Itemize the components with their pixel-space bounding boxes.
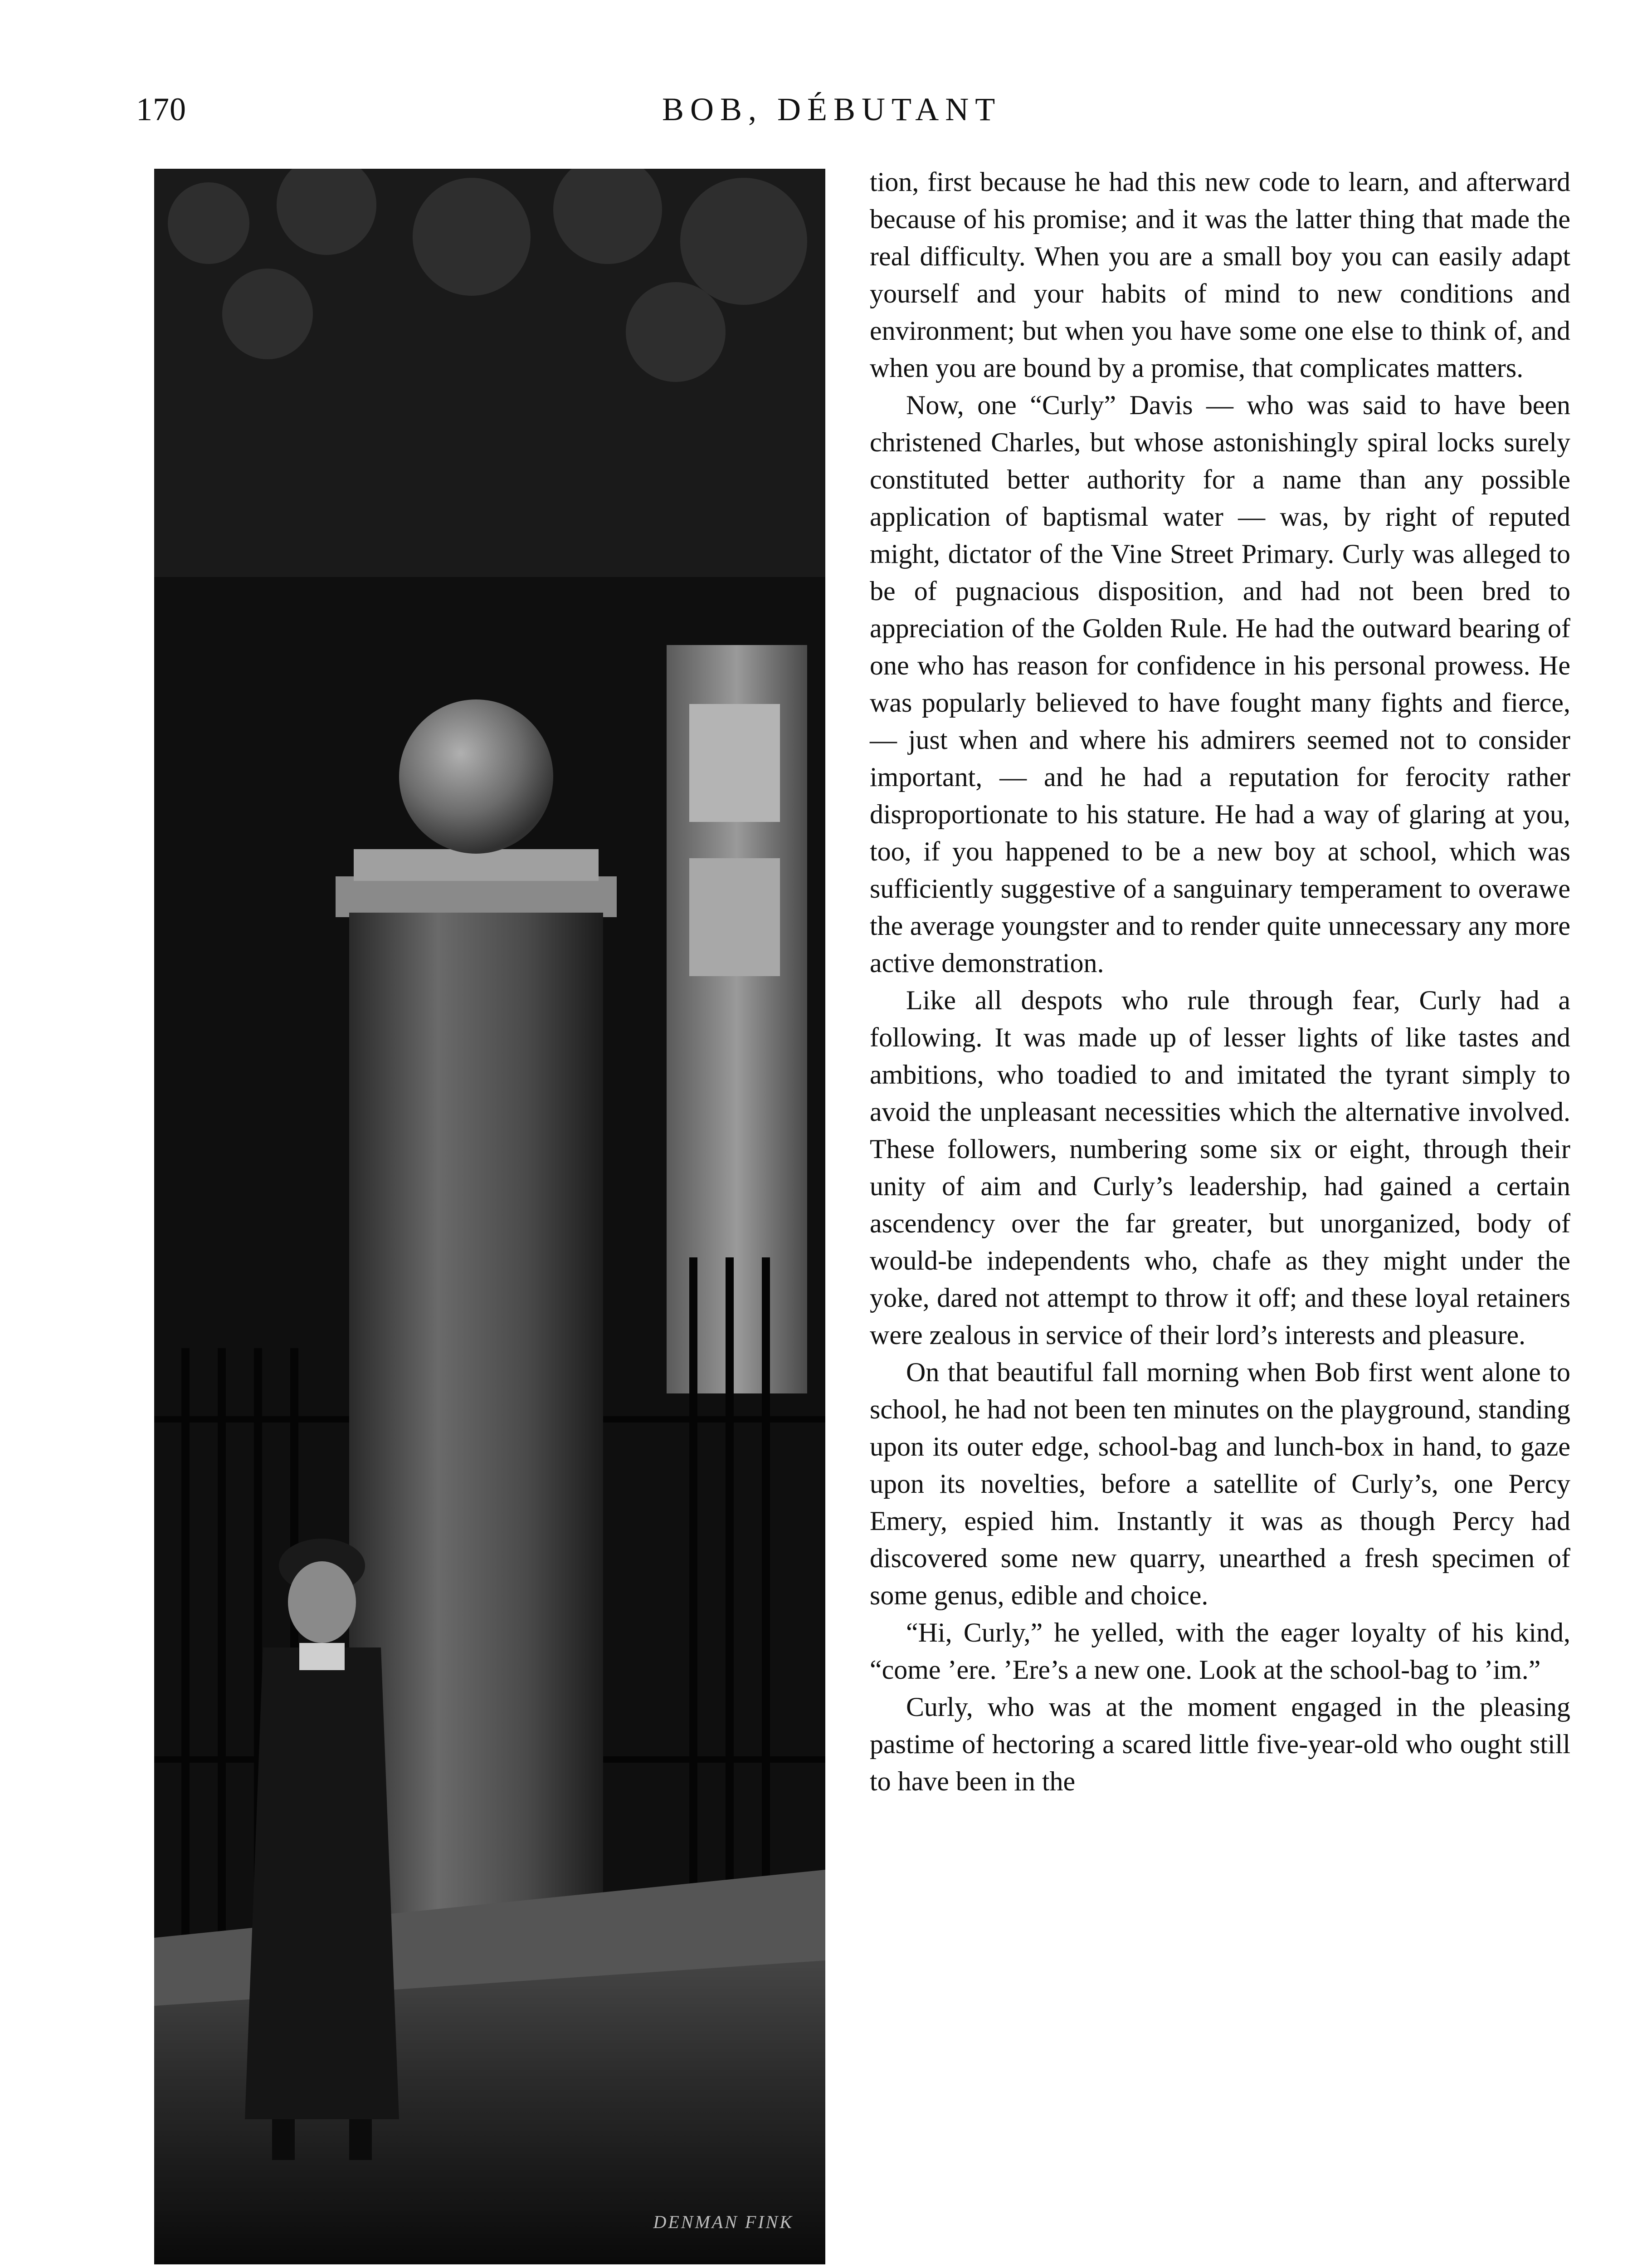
running-head: BOB, DÉBUTANT [662,91,1002,127]
paragraph: Like all despots who rule through fear, Curly had a following. It was made up of lesser lights of like tastes and ambitions, who toadied to and imitated the tyrant simply to avoid the unpleasant necessities which the alternative involved. These followers, numbering some six or eight, through their unity of aim and Curly’s leadership, had gained a certain ascendency over the far greater, but unorganized, body of would-be independents who, chafe as they might under the yoke, dared not attempt to throw it off; and these loyal retainers were zealous in service of their lord’s interests and pleasure. [870,985,1570,1350]
illustration-drawing [154,169,825,2264]
paragraph: tion, first because he had this new code to learn, and afterward because of his promise; and it was the latter thing that made the real difficulty. When you are a small boy you can easily adapt yourself and your habits of mind to new conditions and environment; but when you have some one else to think of, and when you are bound by a promise, that complicates matters. [870,167,1570,383]
paragraph: Now, one “Curly” Davis — who was said to have been christened Charles, but whose astonishingly spiral locks surely constituted better authority for a name than any possible application of baptismal water — was, by right of reputed might, dictator of the Vine Street Primary. Curly was alleged to be of pugnacious disposition, and had not been bred to appreciation of the Golden Rule. He had the outward bearing of one who has reason for confidence in his personal prowess. He was popularly believed to have fought many fights and fierce, — just when and where his admirers seemed not to consider important, — and he had a reputation for ferocity rather disproportionate to his stature. He had a way of glaring at you, too, if you happened to be a new boy at school, which was sufficiently suggestive of a sanguinary temperament to overawe the average youngster and to render quite unnecessary any more active demonstration. [870,390,1570,978]
paragraph: “Hi, Curly,” he yelled, with the eager loyalty of his kind, “come ’ere. ’Ere’s a new one. Look at the school-bag to ’im.” [870,1618,1570,1685]
body-text [870,163,1570,1800]
page-number: 170 [136,91,186,127]
paragraph: Curly, who was at the moment engaged in the pleasing pastime of hectoring a scared little five-year-old who ought still to have been in the [870,1692,1570,1796]
illustration [154,169,825,2264]
artist-signature: DENMAN FINK [653,2212,794,2232]
paragraph: On that beautiful fall morning when Bob first went alone to school, he had not been ten minutes on the playground, standing upon its outer edge, school-bag and lunch-box in hand, to gaze upon its novelties, before a satellite of Curly’s, one Percy Emery, espied him. Instantly it was as though Percy had discovered some new quarry, unearthed a fresh specimen of some genus, edible and choice. [870,1357,1570,1610]
